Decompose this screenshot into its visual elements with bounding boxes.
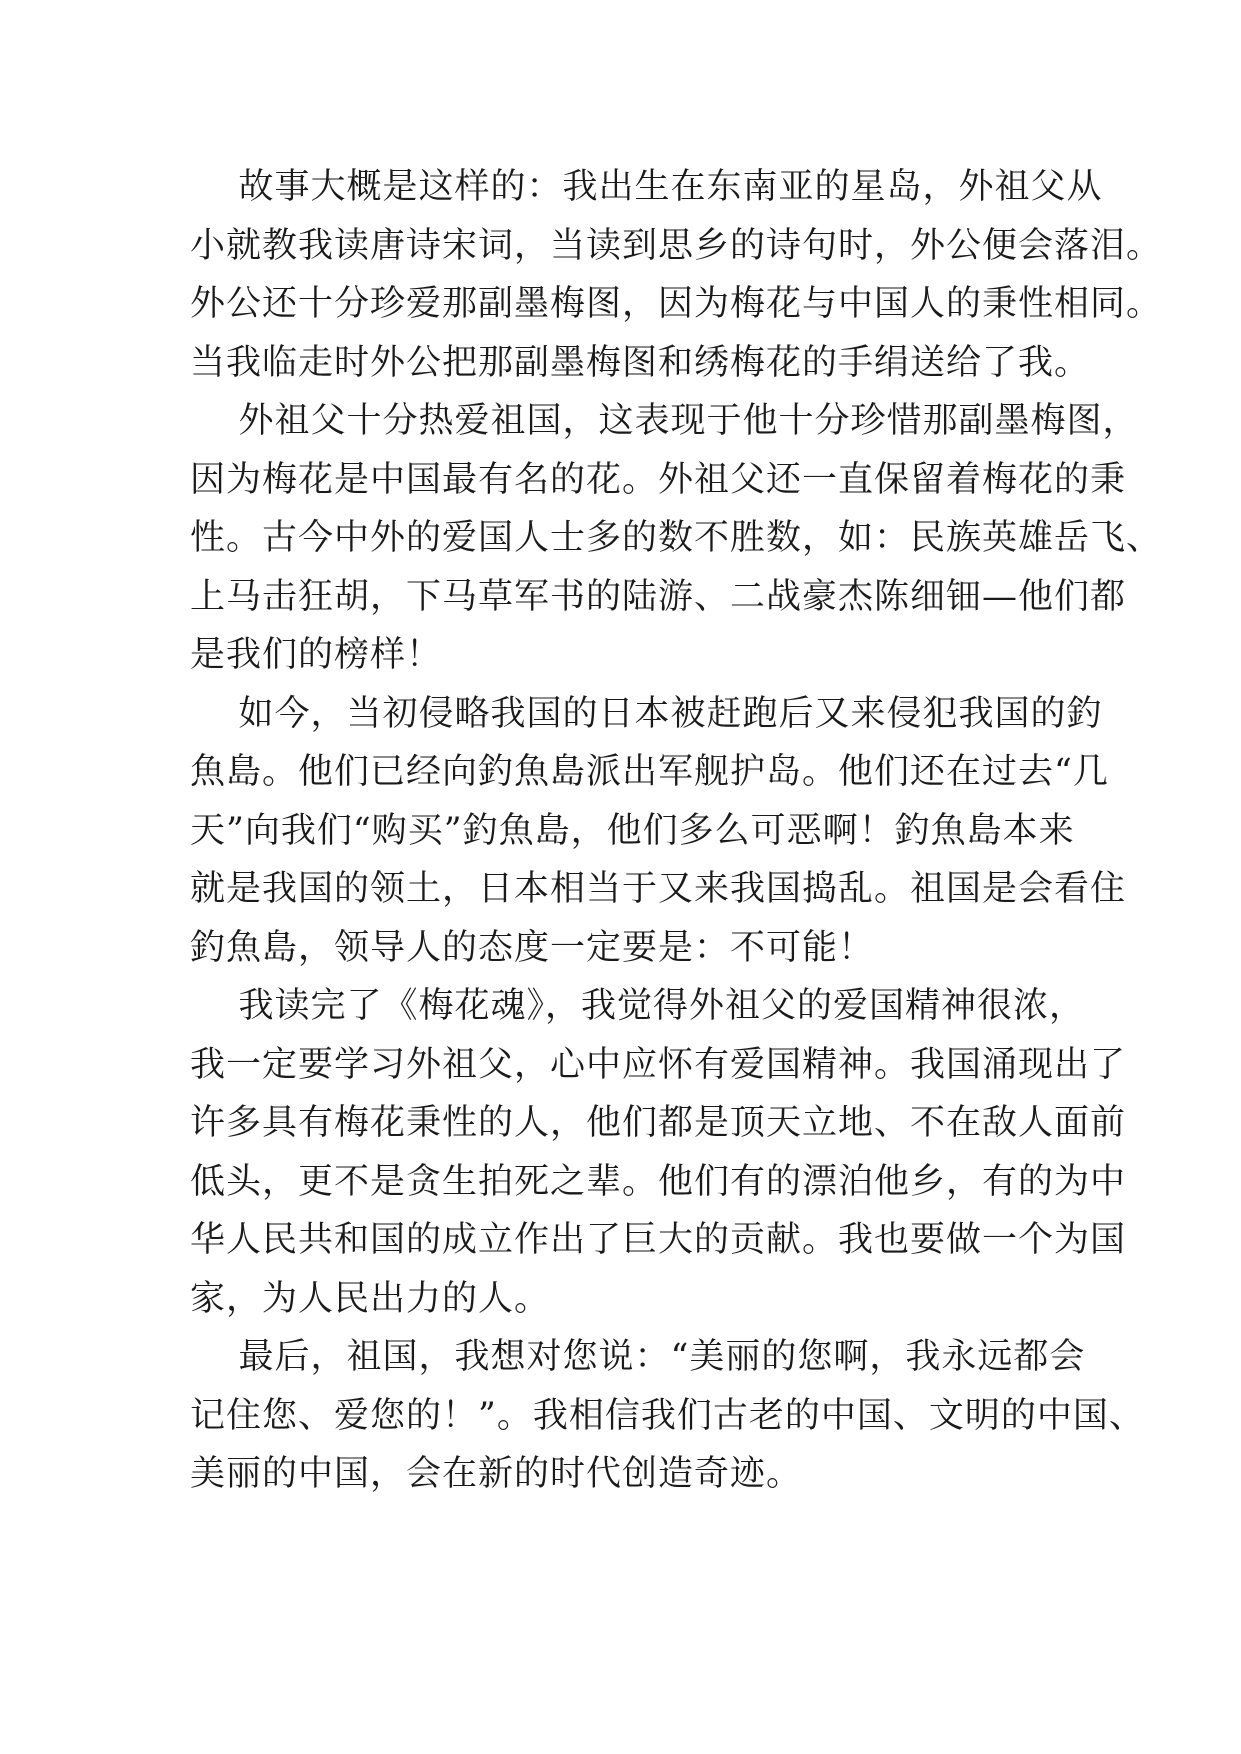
text-line: 因为梅花是中国最有名的花。外祖父还一直保留着梅花的秉 [190,459,1127,500]
text-line: 当我临走时外公把那副墨梅图和绣梅花的手绢送给了我。 [190,342,1091,383]
text-line: 外祖父十分热爱祖国，这表现于他十分珍惜那副墨梅图， [190,401,1139,441]
text-line: 低头，更不是贪生拍死之辈。他们有的漂泊他乡，有的为中 [190,1161,1127,1202]
body-text [190,158,1163,1504]
text-line: 外公还十分珍爱那副墨梅图，因为梅花与中国人的秉性相同。 [190,284,1163,324]
text-line: 是我们的榜样！ [190,635,443,675]
text-line: 许多具有梅花秉性的人，他们都是顶天立地、不在敌人面前 [190,1103,1127,1143]
text-line: 我一定要学习外祖父，心中应怀有爱国精神。我国涌现出了 [190,1044,1127,1085]
text-line: 魚島。他们已经向釣魚島派出军舰护岛。他们还在过去“几 [190,752,1109,792]
text-line: 上马击狂胡，下马草军书的陆游、二战豪杰陈细钿—他们都 [190,576,1127,617]
text-line: 性。古今中外的爱国人士多的数不胜数，如：民族英雄岳飞、 [190,518,1163,558]
text-line: 天”向我们“购买”釣魚島，他们多么可恶啊！釣魚島本来 [190,810,1075,851]
text-line: 家，为人民出力的人。 [190,1278,551,1319]
text-line: 美丽的中国，会在新的时代创造奇迹。 [190,1454,803,1494]
text-line: 最后，祖国，我想对您说：“美丽的您啊，我永远都会 [190,1337,1086,1377]
text-line: 我读完了《梅花魂》，我觉得外祖父的爱国精神很浓， [190,986,1086,1026]
text-line: 如今，当初侵略我国的日本被赶跑后又来侵犯我国的釣 [190,693,1103,734]
text-line: 故事大概是这样的：我出生在东南亚的星岛，外祖父从 [190,167,1103,207]
text-line: 小就教我读唐诗宋词，当读到思乡的诗句时，外公便会落泪。 [190,225,1163,266]
text-line: 华人民共和国的成立作出了巨大的贡献。我也要做一个为国 [190,1220,1127,1260]
text-line: 记住您、爱您的！”。我相信我们古老的中国、文明的中国、 [190,1395,1145,1436]
text-line: 釣魚島，领导人的态度一定要是：不可能！ [190,927,875,968]
text-line: 就是我国的领土，日本相当于又来我国捣乱。祖国是会看住 [190,869,1127,909]
